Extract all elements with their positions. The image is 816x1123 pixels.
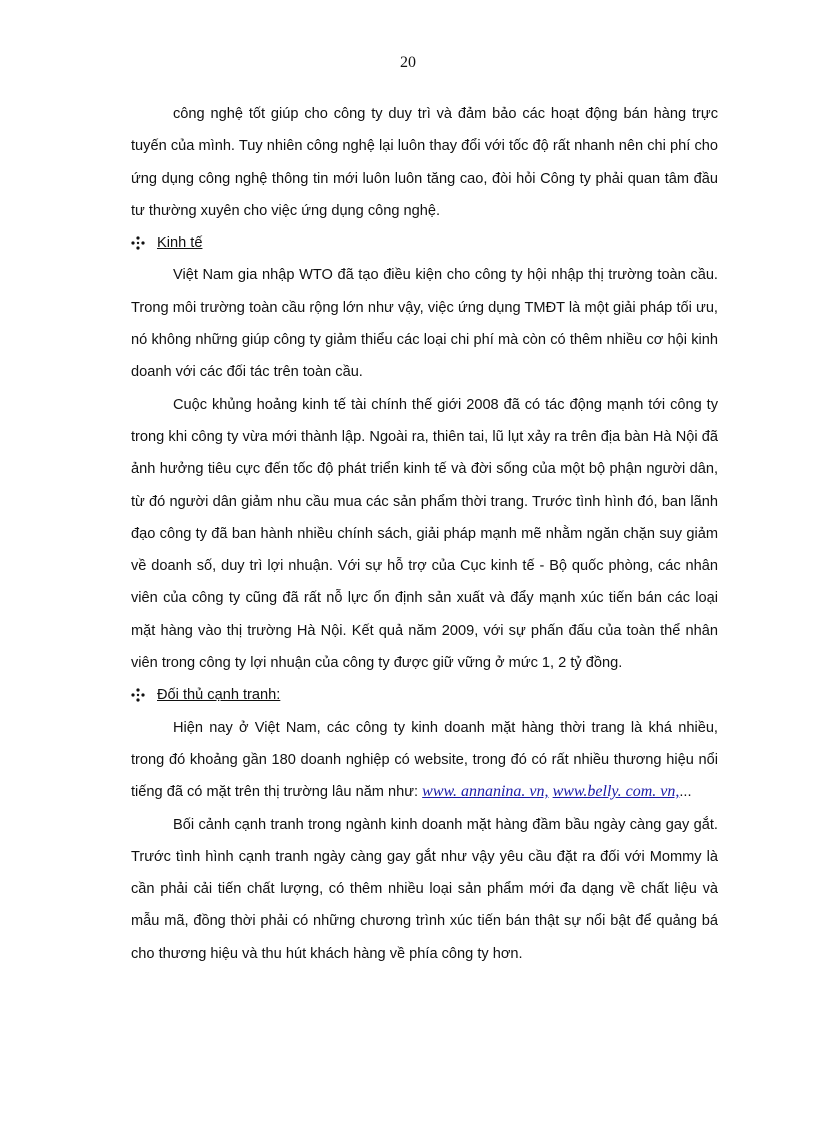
economy-heading	[131, 227, 718, 259]
economy-paragraph-2: Cuộc khủng hoảng kinh tế tài chính thế giới 2008 đã có tác động mạnh tới công ty trong khi công ty vừa mới thành lập. Ngoài ra, thiên tai, lũ lụt xảy ra trên địa bàn Hà Nội đã ảnh hưởng tiêu cực đến tốc độ phát triển kinh tế và đời sống của một bộ phận người dân, từ đó người dân giảm nhu cầu mua các sản phẩm thời trang. Trước tình hình đó, ban lãnh đạo công ty đã ban hành nhiều chính sách, giải pháp mạnh mẽ nhằm ngăn chặn suy giảm về doanh số, duy trì lợi nhuận. Với sự hỗ trợ của Cục kinh tế - Bộ quốc phòng, các nhân viên của công ty cũng đã rất nỗ lực ổn định sản xuất và đẩy mạnh xúc tiến bán các loại mặt hàng vào thị trường Hà Nội. Kết quả năm 2009, với sự phấn đấu của toàn thể nhân viên trong công ty lợi nhuận của công ty được giữ vững ở mức 1, 2 tỷ đồng.	[131, 396, 718, 672]
competitors-paragraph-2: Bối cảnh cạnh tranh trong ngành kinh doanh mặt hàng đầm bầu ngày càng gay gắt. Trước tình hình cạnh tranh ngày càng gay gắt như vậy yêu cầu đặt ra đối với Mommy là cần phải cải tiến chất lượng, có thêm nhiều loại sản phẩm mới đa dạng về chất liệu và mẫu mã, đồng thời phải có những chương trình xúc tiến bán thật sự nổi bật để quảng bá cho thương hiệu và thu hút khách hàng về phía công ty hơn.	[131, 816, 718, 962]
page-number: 20	[400, 54, 416, 71]
competitors-paragraph-1-ellipsis: ...	[679, 784, 692, 801]
annanina-link[interactable]: www. annanina. vn,	[422, 783, 549, 801]
belly-link[interactable]: www.belly. com. vn,	[552, 783, 680, 801]
diamond-dots-bullet-icon	[131, 688, 145, 702]
document-body	[131, 98, 718, 970]
competitors-heading-label: Đối thủ cạnh tranh:	[157, 687, 281, 704]
economy-paragraph-1: Việt Nam gia nhập WTO đã tạo điều kiện cho công ty hội nhập thị trường toàn cầu. Trong môi trường toàn cầu rộng lớn như vậy, việc ứng dụng TMĐT là một giải pháp tối ưu, nó không những giúp công ty giảm thiểu các loại chi phí mà còn có thêm nhiều cơ hội kinh doanh với các đối tác trên toàn cầu.	[131, 267, 718, 381]
competitors-heading	[131, 679, 718, 711]
competitors-paragraph-1-text: Hiện nay ở Việt Nam, các công ty kinh doanh mặt hàng thời trang là khá nhiều, trong đó khoảng gần 180 doanh nghiệp có website, trong đó có rất nhiều thương hiệu nổi tiếng đã có mặt trên thị trường lâu năm như:	[131, 719, 718, 801]
economy-heading-label: Kinh tế	[157, 235, 203, 252]
diamond-dots-bullet-icon	[131, 236, 145, 250]
competitors-paragraph-1	[131, 712, 718, 809]
intro-paragraph: công nghệ tốt giúp cho công ty duy trì và đảm bảo các hoạt động bán hàng trực tuyến của mình. Tuy nhiên công nghệ lại luôn thay đổi với tốc độ rất nhanh nên chi phí cho ứng dụng công nghệ thông tin mới luôn luôn tăng cao, đòi hỏi Công ty phải quan tâm đầu tư thường xuyên cho việc ứng dụng công nghệ.	[131, 106, 718, 219]
